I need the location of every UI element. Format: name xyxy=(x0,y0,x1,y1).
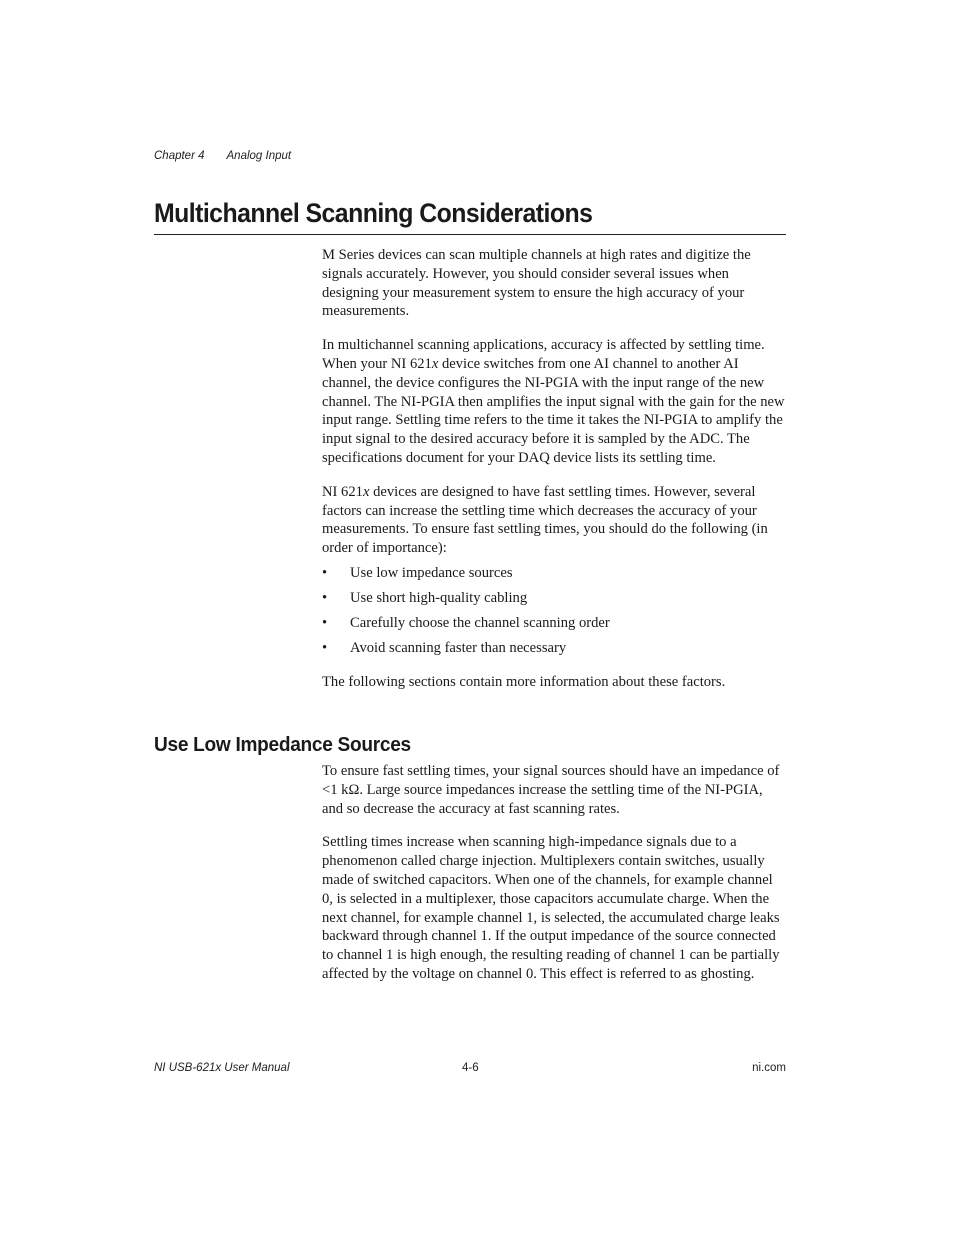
bullet-icon: • xyxy=(322,589,328,606)
paragraph-intro: M Series devices can scan multiple channels at high rates and digitize the signals accurately. However, you should consider several issues when designing your measurement system to ensure the high accuracy of your measurements. xyxy=(322,247,751,320)
paragraph-settling: In multichannel scanning applications, accuracy is affected by settling time. When your NI 621x device switches from one AI channel to another AI channel, the device configures the NI-PGIA with the input range of the new channel. The NI-PGIA then amplifies the input signal with the gain for the new input range. Settling time refers to the time it takes the NI-PGIA to amplify the input signal to the desired accuracy before it is sampled by the ADC. The specifications document for your DAQ device lists its settling time. xyxy=(322,337,785,466)
footer-website: ni.com xyxy=(752,1062,786,1074)
title-rule xyxy=(154,234,786,235)
bullet-icon: • xyxy=(322,639,328,656)
footer-page-number: 4-6 xyxy=(462,1062,479,1074)
paragraph-impedance: To ensure fast settling times, your signal sources should have an impedance of <1 kΩ. Large source impedances increase the settling time of the NI-PGIA, and so decrease the accuracy at fast scanning rates. xyxy=(322,763,780,817)
list-item: • Use low impedance sources xyxy=(322,564,513,581)
list-item: • Avoid scanning faster than necessary xyxy=(322,639,567,656)
bullet-icon: • xyxy=(322,564,328,581)
paragraph-fast-settling: NI 621x devices are designed to have fast settling times. However, several factors can increase the settling time which decreases the accuracy of your measurements. To ensure fast settling times, you should do the following (in order of importance): xyxy=(322,483,768,557)
bullet-icon: • xyxy=(322,614,328,631)
footer-manual-title: NI USB-621x User Manual xyxy=(154,1062,290,1074)
chapter-title: Analog Input xyxy=(226,150,292,162)
running-head xyxy=(154,150,291,162)
paragraph-ghosting: Settling times increase when scanning high-impedance signals due to a phenomenon called charge injection. Multiplexers contain switches, usually made of switched capacitors. When one of the channels, for example channel 0, is selected in a multiplexer, those capacitors accumulate charge. When the next channel, for example channel 1, is selected, the accumulated charge leaks backward through channel 1. If the output impedance of the source connected to channel 1 is high enough, the resulting reading of channel 1 can be partially affected by the voltage on channel 0. This effect is referred to as ghosting. xyxy=(322,834,780,982)
section-body xyxy=(322,246,786,692)
chapter-number: Chapter 4 xyxy=(154,150,205,162)
paragraph-following: The following sections contain more information about these factors. xyxy=(322,673,726,690)
section-title: Multichannel Scanning Considerations xyxy=(154,198,593,228)
list-item: • Use short high-quality cabling xyxy=(322,589,528,606)
subsection-title: Use Low Impedance Sources xyxy=(154,733,411,756)
list-item: • Carefully choose the channel scanning order xyxy=(322,614,610,631)
factor-list xyxy=(322,564,786,664)
subsection-body xyxy=(322,762,786,984)
